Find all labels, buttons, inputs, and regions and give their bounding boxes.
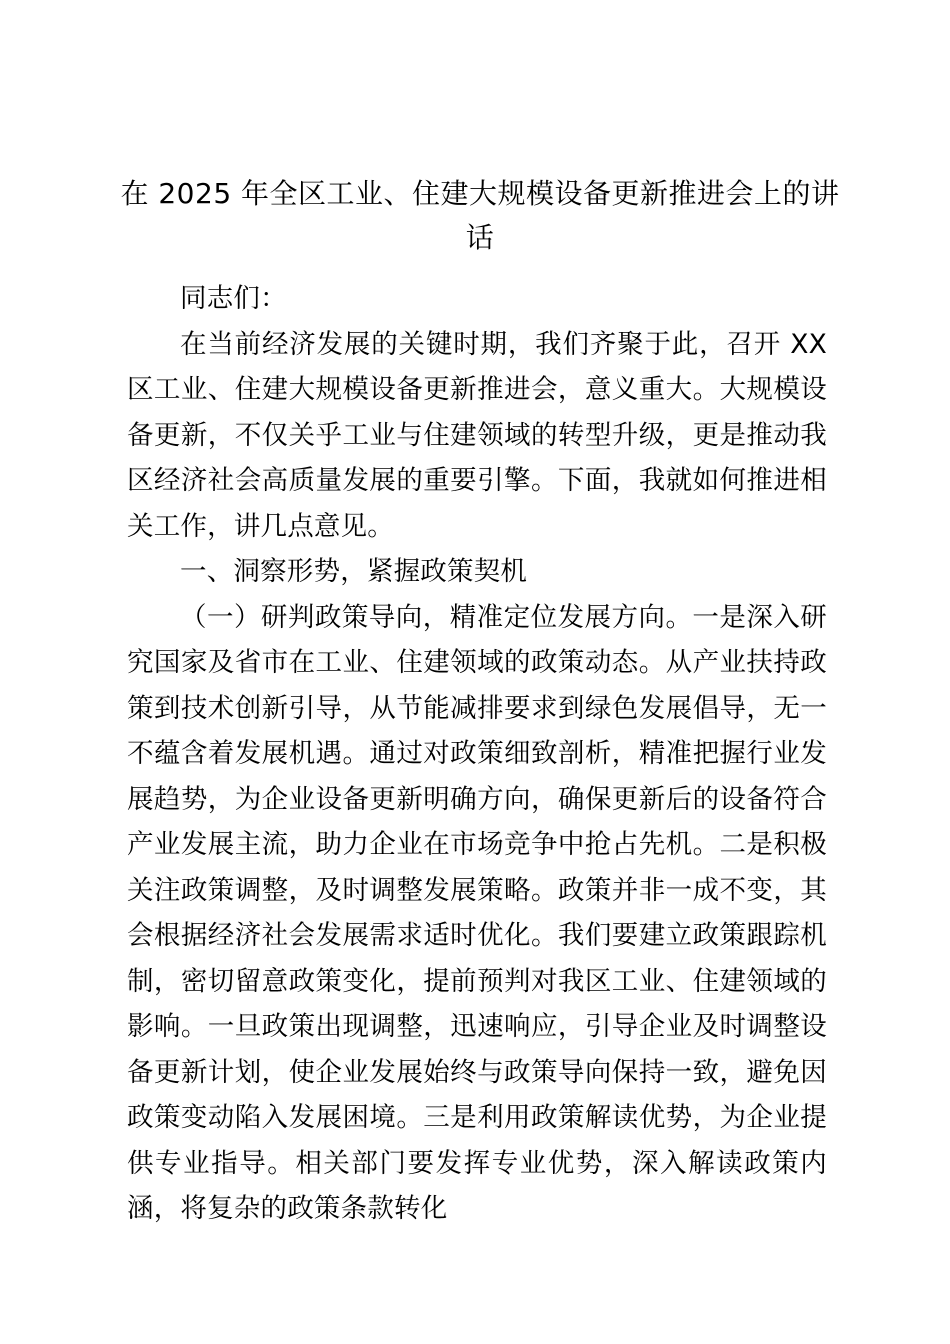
document-title: 在 2025 年全区工业、住建大规模设备更新推进会上的讲话 [120,177,840,254]
document-body [127,276,827,1232]
body-paragraph: （一）研判政策导向，精准定位发展方向。一是深入研究国家及省市在工业、住建领域的政策动态。从产业扶持政策到技术创新引导，从节能减排要求到绿色发展倡导，无一不蕴含着发展机遇。通过对政策细致剖析，精准把握行业发展趋势，为企业设备更新明确方向，确保更新后的设备符合产业发展主流，助力企业在市场竞争中抢占先机。二是积极关注政策调整，及时调整发展策略。政策并非一成不变，其会根据经济社会发展需求适时优化。我们要建立政策跟踪机制，密切留意政策变化，提前预判对我区工业、住建领域的影响。一旦政策出现调整，迅速响应，引导企业及时调整设备更新计划，使企业发展始终与政策导向保持一致，避免因政策变动陷入发展困境。三是利用政策解读优势，为企业提供专业指导。相关部门要发挥专业优势，深入解读政策内涵，将复杂的政策条款转化 [127,601,827,1224]
salutation: 同志们： [180,283,287,314]
section-heading: 一、洞察形势，紧握政策契机 [180,556,528,587]
intro-paragraph: 在当前经济发展的关键时期，我们齐聚于此，召开 XX 区工业、住建大规模设备更新推进会，意义重大。大规模设备更新，不仅关乎工业与住建领域的转型升级，更是推动我区经济社会高质量发展的重要引擎。下面，我就如何推进相关工作，讲几点意见。 [127,328,827,542]
